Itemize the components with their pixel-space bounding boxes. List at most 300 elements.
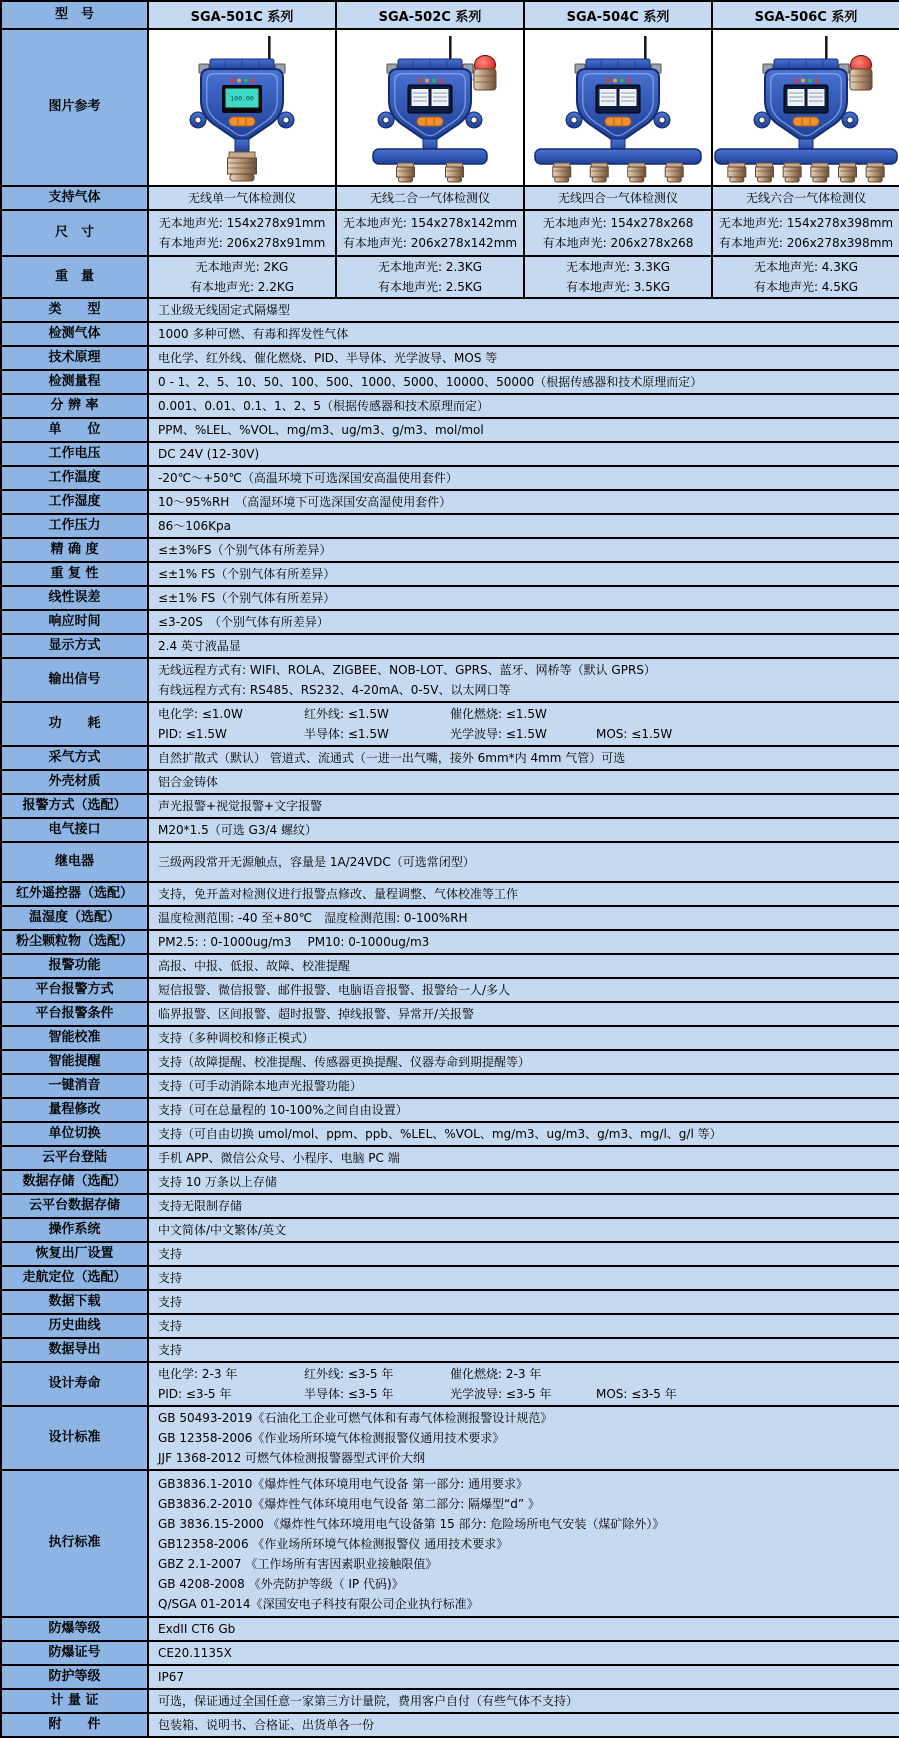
row-label: 报警功能 [1, 954, 148, 978]
value-cell [148, 1689, 899, 1713]
value-line: 无本地声光: 2KG [195, 260, 289, 274]
value-cell [336, 210, 524, 256]
value-cell [148, 1026, 899, 1050]
value-line: 支持（可手动消除本地声光报警功能） [158, 1079, 363, 1093]
value-segment: 催化燃烧: 2-3 年 [450, 1367, 542, 1381]
spec-row [1, 370, 899, 394]
sensor-cylinder [228, 152, 257, 181]
value-cell [148, 370, 899, 394]
sensor-cylinder [590, 163, 608, 182]
value-cell [148, 346, 899, 370]
value-segment: 红外线: ≤1.5W [304, 707, 389, 721]
keypad-buttons [417, 117, 443, 126]
value-line: 支持（可自由切换 umol/mol、ppm、ppb、%LEL、%VOL、mg/m3、ug/m3、g/m3、mg/l、g/l 等） [158, 1127, 722, 1141]
value-line: CE20.1135X [158, 1646, 232, 1660]
row-label: 分 辨 率 [1, 394, 148, 418]
sensor-cylinder [728, 163, 746, 182]
value-line: 10～95%RH （高湿环境下可选深国安高湿使用套件） [158, 495, 452, 509]
row-label: 输出信号 [1, 658, 148, 702]
row-label: 检测气体 [1, 322, 148, 346]
value-line: GB12358-2006 《作业场所环境气体检测报警仪 通用技术要求》 [158, 1536, 509, 1551]
value-line: 86～106Kpa [158, 519, 232, 533]
value-line: ≤±3%FS（个别气体有所差异） [158, 543, 332, 557]
product-image-cell-wireless-single-gas-detector [148, 29, 336, 186]
value-line: 有本地声光: 206x278x142mm [342, 236, 518, 250]
value-line: JJF 1368-2012 可燃气体检测报警器型式评价大纲 [158, 1451, 426, 1465]
value-cell [148, 702, 899, 746]
gas-detector-illustration [337, 33, 523, 183]
value-segment: PM10: 0-1000ug/m3 [307, 935, 430, 949]
value-line: 无线四合一气体检测仪 [557, 191, 678, 205]
value-line: 支持（多种调校和修正模式） [158, 1031, 315, 1045]
row-label: 执行标准 [1, 1470, 148, 1617]
row-label: 数据下载 [1, 1290, 148, 1314]
row-label: 量程修改 [1, 1098, 148, 1122]
value-cell [148, 930, 899, 954]
value-cell [148, 794, 899, 818]
value-cell [148, 1713, 899, 1737]
value-line: 支持 10 万条以上存储 [158, 1175, 277, 1189]
value-line: 无本地声光: 154x278x398mm [718, 216, 894, 230]
row-label: 外壳材质 [1, 770, 148, 794]
value-line: 有本地声光: 3.5KG [565, 280, 671, 294]
row-label: 功 耗 [1, 702, 148, 746]
value-cell [148, 322, 899, 346]
value-line [158, 1364, 893, 1384]
value-cell [148, 562, 899, 586]
value-cell [148, 1074, 899, 1098]
value-cell [148, 1641, 899, 1665]
manifold-bar [373, 149, 487, 164]
value-cell [148, 1002, 899, 1026]
value-cell [336, 186, 524, 210]
sensor-cylinder [866, 163, 884, 182]
row-label: 尺 寸 [1, 210, 148, 256]
row-label: 防爆证号 [1, 1641, 148, 1665]
value-cell [148, 1338, 899, 1362]
value-line: M20*1.5（可选 G3/4 螺纹） [158, 823, 317, 837]
image-row [1, 29, 899, 186]
value-cell [148, 1098, 899, 1122]
spec-row [1, 418, 899, 442]
row-label: 温湿度（选配） [1, 906, 148, 930]
value-cell [148, 1362, 899, 1406]
value-cell [148, 298, 899, 322]
spec-row [1, 322, 899, 346]
value-line: 0.001、0.01、0.1、1、2、5（根据传感器和技术原理而定） [158, 399, 490, 413]
spec-row [1, 1362, 899, 1406]
spec-row [1, 818, 899, 842]
row-label: 红外遥控器（选配） [1, 882, 148, 906]
value-line: 中文简体/中文繁体/英文 [158, 1223, 287, 1237]
value-cell [148, 1218, 899, 1242]
value-segment: 电化学: 2-3 年 [158, 1367, 238, 1381]
models-row-label: 型 号 [1, 1, 148, 29]
value-cell [148, 418, 899, 442]
spec-row [1, 746, 899, 770]
sensor-cylinder [628, 163, 646, 182]
value-line: 自然扩散式（默认） 管道式、流通式（一进一出气嘴，接外 6mm*内 4mm 气管）可选 [158, 751, 626, 765]
spec-row [1, 1617, 899, 1641]
row-label: 数据存储（选配） [1, 1170, 148, 1194]
value-line: 支持，免开盖对检测仪进行报警点修改、量程调整、气体校准等工作 [158, 887, 519, 901]
spec-row [1, 394, 899, 418]
value-cell [148, 746, 899, 770]
row-label: 防爆等级 [1, 1617, 148, 1641]
value-cell [336, 256, 524, 298]
value-segment: MOS: ≤3-5 年 [596, 1387, 677, 1401]
value-segment: MOS: ≤1.5W [596, 727, 673, 741]
gas-detector-illustration [149, 33, 335, 183]
value-line: GB 3836.15-2000 《爆炸性气体环境用电气设备第 15 部分: 危险场所电气安装（煤矿除外）》 [158, 1516, 665, 1531]
model-name-cell: SGA-506C 系列 [712, 1, 899, 29]
spec-row [1, 586, 899, 610]
value-cell [148, 442, 899, 466]
spec-row [1, 1665, 899, 1689]
row-label: 单位切换 [1, 1122, 148, 1146]
gas-detector-illustration [525, 33, 711, 183]
value-line: GB3836.1-2010《爆炸性气体环境用电气设备 第一部分: 通用要求》 [158, 1476, 529, 1491]
spec-row [1, 954, 899, 978]
value-line: 无本地声光: 154x278x142mm [342, 216, 518, 230]
value-line: 2.4 英寸液晶显 [158, 639, 241, 653]
row-label: 云平台数据存储 [1, 1194, 148, 1218]
row-label: 线性误差 [1, 586, 148, 610]
spec-row [1, 1338, 899, 1362]
row-label: 技术原理 [1, 346, 148, 370]
row-label: 智能提醒 [1, 1050, 148, 1074]
value-line: PPM、%LEL、%VOL、mg/m3、ug/m3、g/m3、mol/mol [158, 423, 484, 437]
value-line: 1000 多种可燃、有毒和挥发性气体 [158, 327, 349, 341]
row-label: 走航定位（选配） [1, 1266, 148, 1290]
value-cell [148, 818, 899, 842]
value-cell [712, 256, 899, 298]
sensor-cylinder [553, 163, 571, 182]
compare-row [1, 210, 899, 256]
value-cell [524, 186, 712, 210]
model-name-cell: SGA-504C 系列 [524, 1, 712, 29]
spec-row [1, 906, 899, 930]
value-cell [148, 906, 899, 930]
value-line: GB 50493-2019《石油化工企业可燃气体和有毒气体检测报警设计规范》 [158, 1411, 553, 1425]
value-cell [148, 1050, 899, 1074]
row-label: 历史曲线 [1, 1314, 148, 1338]
spec-row [1, 1290, 899, 1314]
value-line: 短信报警、微信报警、邮件报警、电脑语音报警、报警给一人/多人 [158, 983, 511, 997]
value-line: -20℃～+50℃（高温环境下可选深国安高温使用套件） [158, 471, 458, 485]
value-cell [148, 634, 899, 658]
value-line: 工业级无线固定式隔爆型 [158, 303, 291, 317]
value-line: 三级两段常开无源触点，容量是 1A/24VDC（可选常闭型） [158, 855, 475, 869]
value-cell [148, 490, 899, 514]
value-line: GBZ 2.1-2007 《工作场所有害因素职业接触限值》 [158, 1556, 438, 1571]
value-line: 高报、中报、低报、故障、校准提醒 [158, 959, 351, 973]
spec-row [1, 658, 899, 702]
value-segment: 催化燃烧: ≤1.5W [450, 707, 547, 721]
sensor-cylinder [756, 163, 774, 182]
value-line [158, 932, 893, 952]
spec-row [1, 1146, 899, 1170]
value-cell [148, 538, 899, 562]
value-line: 手机 APP、微信公众号、小程序、电脑 PC 端 [158, 1151, 400, 1165]
sensor-cylinder [665, 163, 683, 182]
sensor-cylinder [811, 163, 829, 182]
value-line: 包装箱、说明书、合格证、出货单各一份 [158, 1718, 375, 1732]
lcd-screen [222, 85, 262, 113]
row-label: 重 复 性 [1, 562, 148, 586]
detector-body [378, 59, 482, 152]
value-segment: 光学波导: ≤1.5W [450, 727, 547, 741]
keypad-buttons [793, 117, 819, 126]
spec-row [1, 1689, 899, 1713]
row-label: 检测量程 [1, 370, 148, 394]
value-cell [148, 1470, 899, 1617]
spec-row [1, 930, 899, 954]
value-cell [148, 954, 899, 978]
spec-row [1, 562, 899, 586]
row-label: 电气接口 [1, 818, 148, 842]
row-label: 采气方式 [1, 746, 148, 770]
spec-row [1, 770, 899, 794]
value-line: 温度检测范围: -40 至+80℃ 湿度检测范围: 0-100%RH [158, 911, 468, 925]
value-line: 无本地声光: 2.3KG [377, 260, 483, 274]
value-line: 有线远程方式有: RS485、RS232、4-20mA、0-5V、以太网口等 [158, 683, 511, 697]
value-line: 无本地声光: 154x278x91mm [158, 216, 326, 230]
value-line: 无本地声光: 3.3KG [565, 260, 671, 274]
manifold-bar [715, 149, 897, 164]
row-label: 工作电压 [1, 442, 148, 466]
value-cell [148, 1665, 899, 1689]
row-label: 类 型 [1, 298, 148, 322]
lcd-screen [784, 85, 828, 113]
spec-row [1, 702, 899, 746]
value-line: 支持 [158, 1295, 183, 1309]
value-cell [148, 1314, 899, 1338]
spec-row [1, 1713, 899, 1737]
value-line: 0 - 1、2、5、10、50、100、500、1000、5000、10000、50000（根据传感器和技术原理而定） [158, 375, 703, 389]
spec-row [1, 794, 899, 818]
row-label: 恢复出厂设置 [1, 1242, 148, 1266]
value-line [158, 724, 893, 744]
spec-row [1, 978, 899, 1002]
value-line: 铝合金铸体 [158, 775, 219, 789]
value-cell [148, 882, 899, 906]
row-label: 工作湿度 [1, 490, 148, 514]
spec-row [1, 1074, 899, 1098]
value-line: 无线二合一气体检测仪 [369, 191, 490, 205]
value-cell [148, 1242, 899, 1266]
value-line: 有本地声光: 4.5KG [753, 280, 859, 294]
product-image-cell-wireless-2in1-gas-detector [336, 29, 524, 186]
value-cell [148, 514, 899, 538]
row-label: 设计标准 [1, 1406, 148, 1470]
value-line: 无线单一气体检测仪 [187, 191, 296, 205]
value-line: 支持（可在总量程的 10-100%之间自由设置） [158, 1103, 408, 1117]
spec-row [1, 298, 899, 322]
spec-row [1, 490, 899, 514]
value-cell [524, 256, 712, 298]
value-segment: PID: ≤1.5W [158, 727, 227, 741]
value-cell [148, 186, 336, 210]
value-line: 声光报警+视觉报警+文字报警 [158, 799, 323, 813]
value-cell [148, 770, 899, 794]
value-line: 支持 [158, 1271, 183, 1285]
spec-row [1, 1470, 899, 1617]
row-label: 数据导出 [1, 1338, 148, 1362]
value-line: ≤3-20S （个别气体有所差异） [158, 615, 329, 629]
value-cell [148, 842, 899, 882]
product-image-cell-wireless-4in1-gas-detector [524, 29, 712, 186]
detector-body [190, 59, 294, 152]
row-label: 操作系统 [1, 1218, 148, 1242]
lcd-screen [596, 85, 640, 113]
sensor-cylinder [446, 163, 464, 182]
value-line: 有本地声光: 206x278x268 [542, 236, 694, 250]
row-label: 报警方式（选配） [1, 794, 148, 818]
value-segment: 半导体: ≤3-5 年 [304, 1387, 394, 1401]
value-line: 有本地声光: 2.2KG [189, 280, 295, 294]
model-name-cell: SGA-502C 系列 [336, 1, 524, 29]
value-line: GB 12358-2006《作业场所环境气体检测报警仪通用技术要求》 [158, 1431, 505, 1445]
spec-row [1, 514, 899, 538]
row-label: 一键消音 [1, 1074, 148, 1098]
value-cell [148, 210, 336, 256]
gas-detector-illustration [713, 33, 899, 183]
image-row-label: 图片参考 [1, 29, 148, 186]
svg-text:100.00: 100.00 [230, 94, 254, 102]
spec-row [1, 1406, 899, 1470]
value-cell [148, 394, 899, 418]
value-line: GB 4208-2008 《外壳防护等级（ IP 代码)》 [158, 1576, 404, 1591]
row-label: 平台报警条件 [1, 1002, 148, 1026]
value-segment: 光学波导: ≤3-5 年 [450, 1387, 552, 1401]
value-line: 无线远程方式有: WIFI、ROLA、ZIGBEE、NOB-LOT、GPRS、蓝牙、网桥等（默认 GPRS） [158, 663, 656, 677]
value-cell [524, 210, 712, 256]
value-line: 无线六合一气体检测仪 [745, 191, 866, 205]
spec-row [1, 1641, 899, 1665]
value-line [158, 1384, 893, 1404]
value-segment: 半导体: ≤1.5W [304, 727, 389, 741]
value-line: GB3836.2-2010《爆炸性气体环境用电气设备 第二部分: 隔爆型“d” 》 [158, 1496, 540, 1511]
sensor-cylinder [783, 163, 801, 182]
spec-row [1, 1002, 899, 1026]
detector-body [754, 59, 858, 152]
value-cell [148, 978, 899, 1002]
value-cell [148, 1406, 899, 1470]
value-line: 支持 [158, 1319, 183, 1333]
sensor-cylinder [839, 163, 857, 182]
manifold-bar [535, 149, 701, 164]
spec-row [1, 1266, 899, 1290]
value-cell [712, 210, 899, 256]
row-label: 云平台登陆 [1, 1146, 148, 1170]
row-label: 平台报警方式 [1, 978, 148, 1002]
spec-row [1, 1026, 899, 1050]
row-label: 工作压力 [1, 514, 148, 538]
sensor-cylinder [397, 163, 415, 182]
spec-row [1, 1170, 899, 1194]
value-line: ExdII CT6 Gb [158, 1622, 236, 1636]
value-segment: 电化学: ≤1.0W [158, 707, 243, 721]
value-line: 支持 [158, 1247, 183, 1261]
value-cell [148, 1194, 899, 1218]
value-cell [148, 466, 899, 490]
value-line: 有本地声光: 206x278x398mm [718, 236, 894, 250]
value-cell [712, 186, 899, 210]
value-line: ≤±1% FS（个别气体有所差异） [158, 567, 336, 581]
row-label: 精 确 度 [1, 538, 148, 562]
value-segment: PID: ≤3-5 年 [158, 1387, 232, 1401]
row-label: 支持气体 [1, 186, 148, 210]
row-label: 附 件 [1, 1713, 148, 1737]
value-cell [148, 586, 899, 610]
value-line [158, 704, 893, 724]
value-line: IP67 [158, 1670, 185, 1684]
spec-row [1, 442, 899, 466]
value-cell [148, 1122, 899, 1146]
value-line: 临界报警、区间报警、超时报警、掉线报警、异常开/关报警 [158, 1007, 475, 1021]
value-line: ≤±1% FS（个别气体有所差异） [158, 591, 336, 605]
product-image-cell-wireless-6in1-gas-detector [712, 29, 899, 186]
value-segment: PM2.5: : 0-1000ug/m3 [158, 935, 292, 949]
value-line: 支持无限制存储 [158, 1199, 243, 1213]
value-line: 支持（故障提醒、校准提醒、传感器更换提醒、仪器寿命到期提醒等） [158, 1055, 531, 1069]
value-cell [148, 1290, 899, 1314]
compare-row [1, 256, 899, 298]
spec-row [1, 346, 899, 370]
lcd-screen [408, 85, 452, 113]
value-cell [148, 1266, 899, 1290]
row-label: 设计寿命 [1, 1362, 148, 1406]
value-line: 无本地声光: 4.3KG [753, 260, 859, 274]
spec-row [1, 1122, 899, 1146]
row-label: 粉尘颗粒物（选配） [1, 930, 148, 954]
spec-row [1, 634, 899, 658]
value-cell [148, 610, 899, 634]
value-segment: 红外线: ≤3-5 年 [304, 1367, 394, 1381]
value-line: 无本地声光: 154x278x268 [542, 216, 694, 230]
keypad-buttons [229, 117, 255, 126]
value-line: 支持 [158, 1343, 183, 1357]
value-cell [148, 1146, 899, 1170]
value-line: 有本地声光: 206x278x91mm [158, 236, 326, 250]
compare-row [1, 186, 899, 210]
row-label: 重 量 [1, 256, 148, 298]
row-label: 智能校准 [1, 1026, 148, 1050]
keypad-buttons [605, 117, 631, 126]
model-header-row [1, 1, 899, 29]
value-cell [148, 1617, 899, 1641]
spec-row [1, 1194, 899, 1218]
row-label: 单 位 [1, 418, 148, 442]
row-label: 工作温度 [1, 466, 148, 490]
value-line: 可选，保证通过全国任意一家第三方计量院，费用客户自付（有些气体不支持） [158, 1694, 579, 1708]
value-cell [148, 1170, 899, 1194]
value-cell [148, 256, 336, 298]
row-label: 计 量 证 [1, 1689, 148, 1713]
value-line: DC 24V (12-30V) [158, 447, 260, 461]
spec-row [1, 538, 899, 562]
model-name-cell: SGA-501C 系列 [148, 1, 336, 29]
spec-row [1, 610, 899, 634]
detector-body [566, 59, 670, 152]
row-label: 防护等级 [1, 1665, 148, 1689]
value-line: Q/SGA 01-2014《深国安电子科技有限公司企业执行标准》 [158, 1596, 479, 1611]
spec-row [1, 1242, 899, 1266]
value-cell [148, 658, 899, 702]
value-line: 电化学、红外线、催化燃烧、PID、半导体、光学波导、MOS 等 [158, 351, 498, 365]
value-line: 有本地声光: 2.5KG [377, 280, 483, 294]
